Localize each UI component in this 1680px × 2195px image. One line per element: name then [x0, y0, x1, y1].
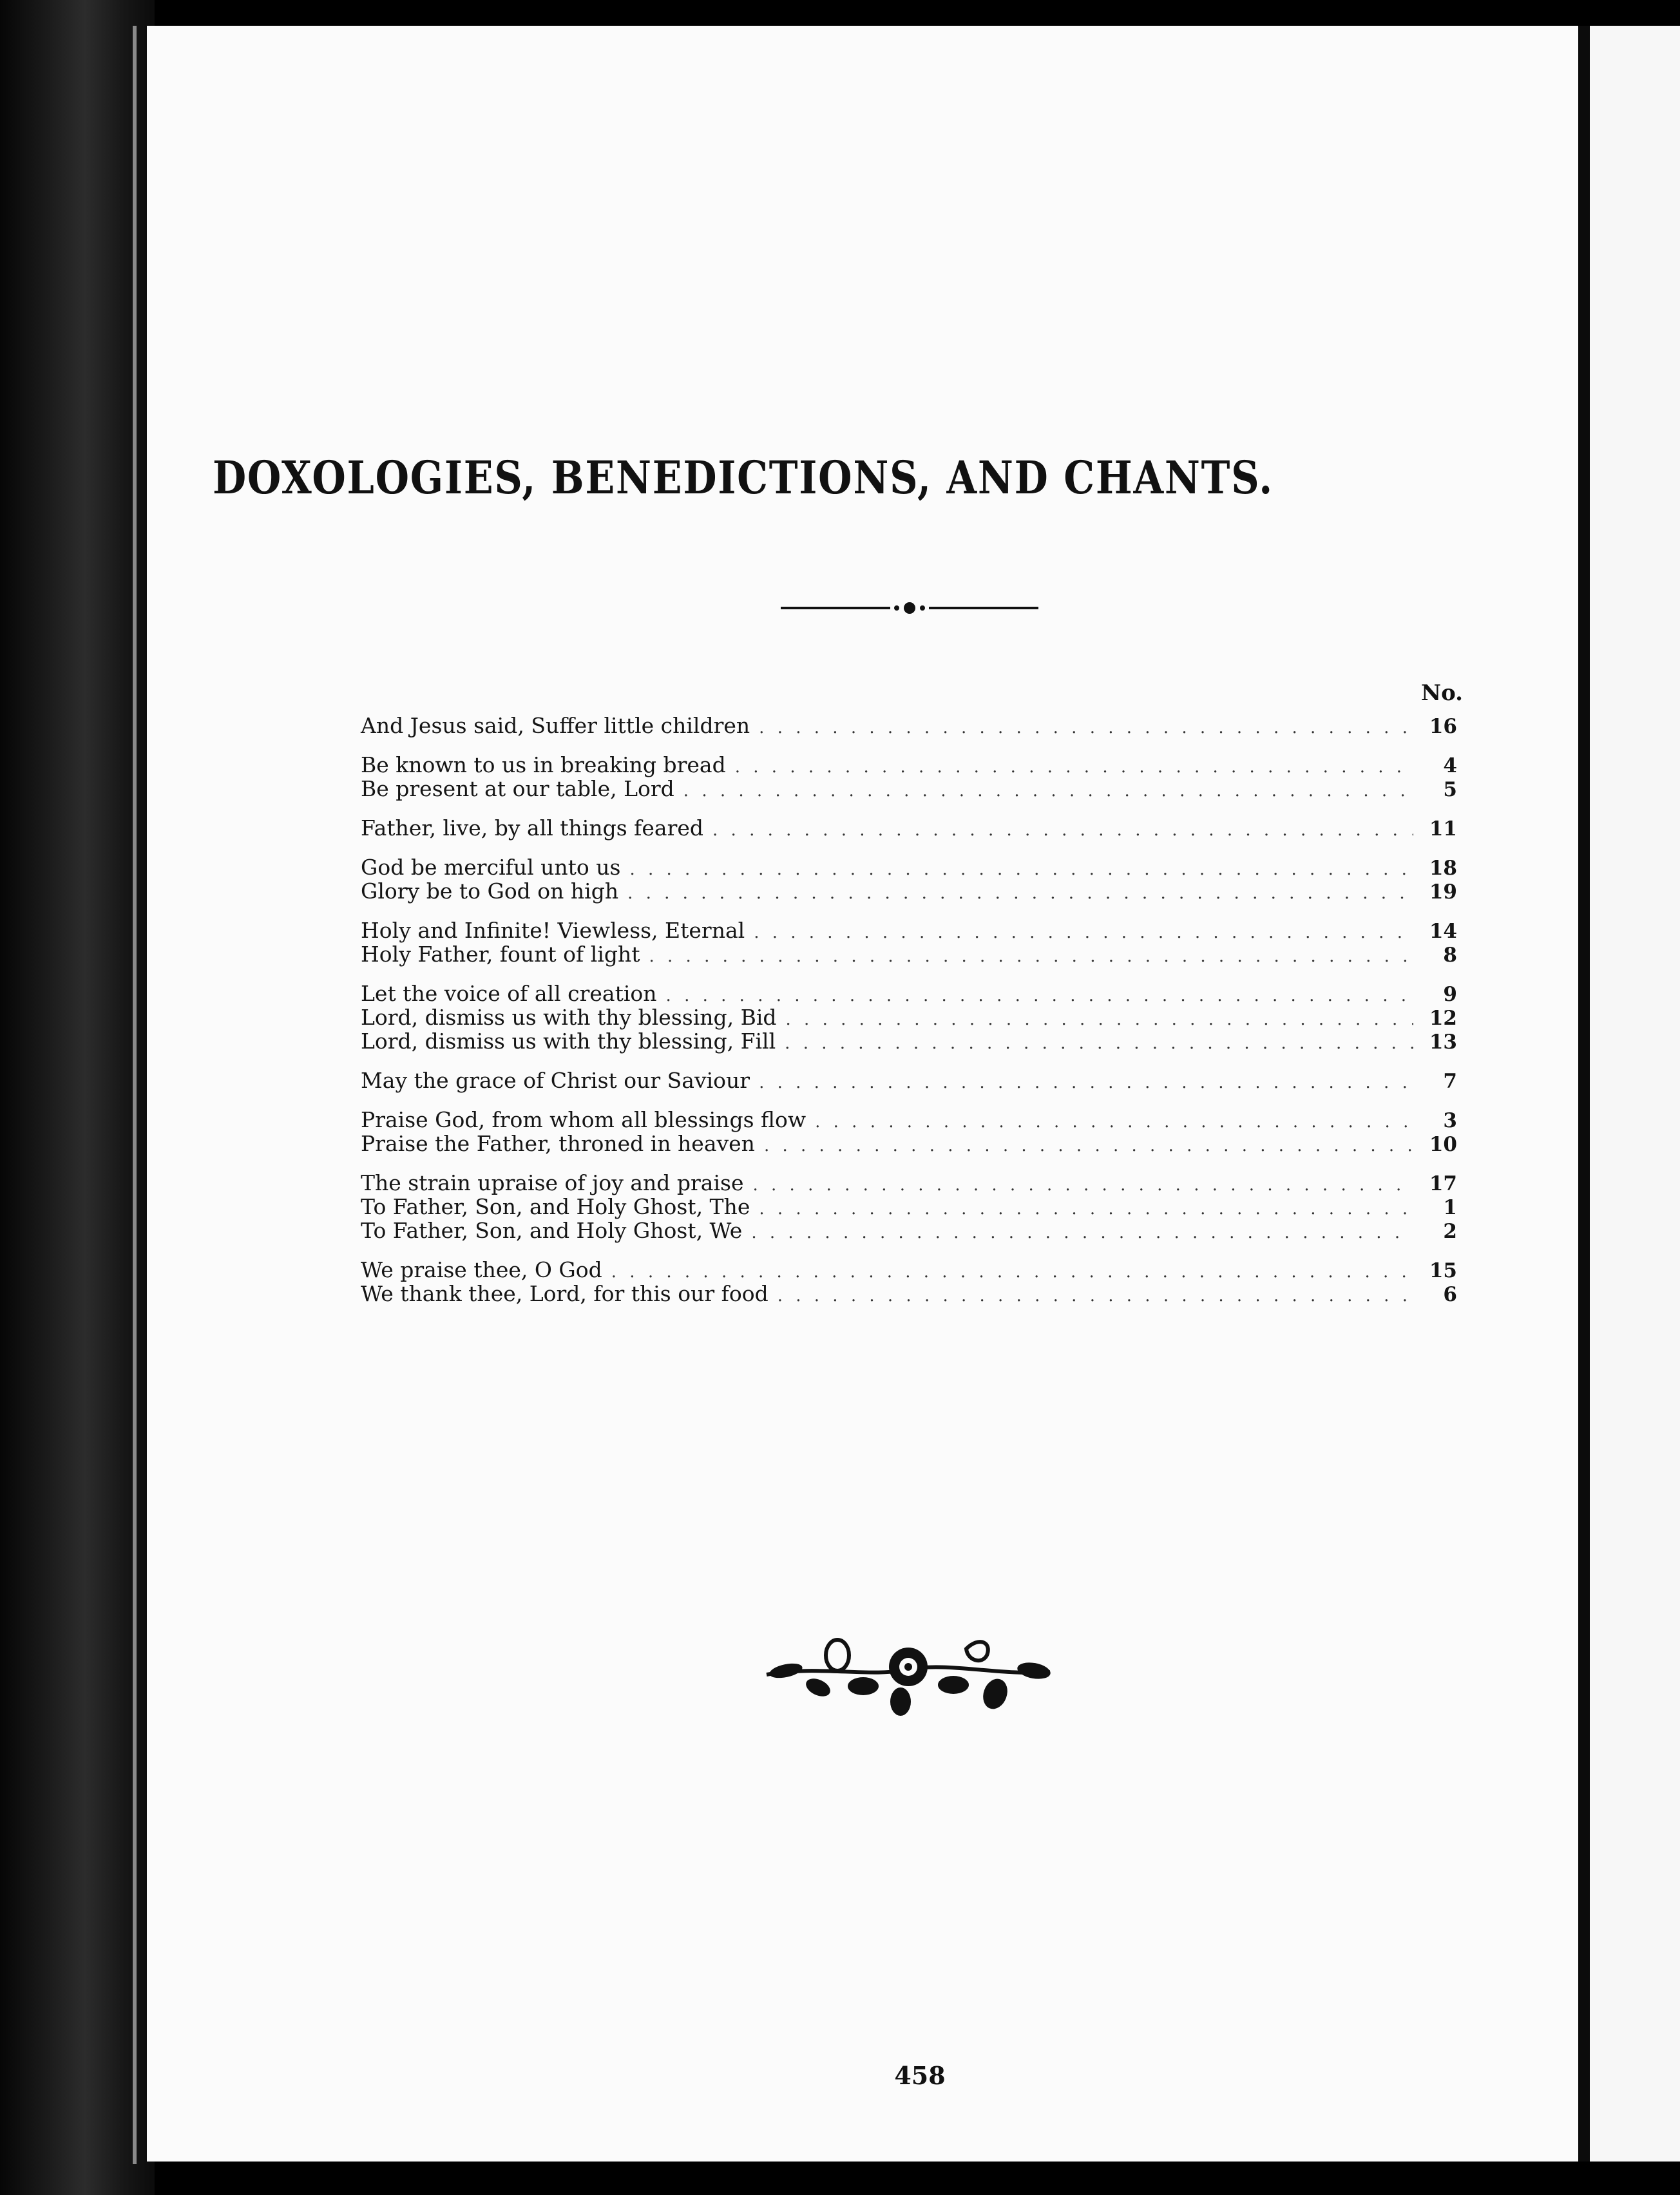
entry-number: 5 [1443, 778, 1457, 801]
index-entry [361, 982, 1457, 1005]
entry-title: Be present at our table, Lord [361, 776, 674, 801]
entry-title: Holy Father, fount of light [361, 942, 640, 967]
dot-leader [629, 858, 1413, 882]
gutter-shadow [1578, 26, 1590, 2162]
dot-leader [759, 1071, 1413, 1095]
entry-number: 11 [1429, 817, 1457, 841]
entry-title: May the grace of Christ our Saviour [361, 1068, 750, 1093]
facing-page-edge [1590, 26, 1680, 2162]
index-group [361, 982, 1457, 1053]
dot-leader [712, 819, 1413, 842]
dot-leader [627, 882, 1413, 906]
index-entry [361, 1258, 1457, 1282]
dot-leader [751, 1221, 1413, 1245]
entry-number: 4 [1443, 754, 1457, 777]
index-group [361, 1171, 1457, 1242]
dot-leader [785, 1032, 1413, 1056]
index-group [361, 1069, 1457, 1092]
entry-title: Praise the Father, throned in heaven [361, 1131, 755, 1156]
dot-leader [759, 716, 1413, 740]
entry-title: To Father, Son, and Holy Ghost, We [361, 1218, 743, 1243]
index-list [361, 714, 1457, 1321]
index-entry [361, 942, 1457, 966]
entry-title: To Father, Son, and Holy Ghost, The [361, 1194, 750, 1219]
dot-leader [815, 1110, 1413, 1134]
index-group [361, 1108, 1457, 1155]
dot-leader [759, 1197, 1413, 1221]
entry-title: God be merciful unto us [361, 855, 621, 880]
entry-title: We praise thee, O God [361, 1257, 602, 1282]
page-number: 458 [894, 2061, 946, 2090]
index-entry [361, 1069, 1457, 1092]
entry-title: Let the voice of all creation [361, 981, 657, 1006]
index-group [361, 714, 1457, 737]
index-entry [361, 855, 1457, 879]
entry-number: 9 [1443, 983, 1457, 1006]
entry-title: The strain upraise of joy and praise [361, 1170, 744, 1195]
index-entry [361, 753, 1457, 777]
dot-leader [778, 1284, 1413, 1308]
entry-number: 3 [1443, 1109, 1457, 1132]
entry-number: 18 [1429, 857, 1457, 880]
index-group [361, 816, 1457, 840]
entry-title: We thank thee, Lord, for this our food [361, 1281, 768, 1306]
index-entry [361, 1005, 1457, 1029]
dot-leader [764, 1134, 1413, 1158]
index-entry [361, 816, 1457, 840]
entry-number: 13 [1429, 1031, 1457, 1054]
index-group [361, 753, 1457, 801]
book-binding [0, 0, 155, 2195]
entry-number: 8 [1443, 944, 1457, 967]
dot-leader [666, 984, 1413, 1008]
binding-edge [133, 26, 137, 2164]
index-group [361, 855, 1457, 903]
entry-number: 10 [1429, 1133, 1457, 1156]
entry-title: Be known to us in breaking bread [361, 752, 726, 777]
index-entry [361, 1108, 1457, 1132]
dot-leader [753, 1174, 1414, 1197]
entry-number: 14 [1429, 920, 1457, 943]
dot-leader [754, 921, 1413, 945]
entry-title: Lord, dismiss us with thy blessing, Fill [361, 1029, 776, 1054]
floral-ornament-icon [760, 1630, 1056, 1720]
entry-number: 12 [1429, 1007, 1457, 1030]
index-entry [361, 777, 1457, 801]
index-entry [361, 1132, 1457, 1155]
entry-title: Praise God, from whom all blessings flow [361, 1107, 807, 1132]
entry-number: 2 [1443, 1220, 1457, 1243]
entry-title: Holy and Infinite! Viewless, Eternal [361, 918, 745, 943]
index-entry [361, 1219, 1457, 1242]
index-group [361, 1258, 1457, 1306]
index-entry [361, 918, 1457, 942]
entry-number: 19 [1429, 880, 1457, 904]
dot-leader [683, 779, 1413, 803]
dot-leader [649, 945, 1414, 969]
entry-title: Glory be to God on high [361, 879, 619, 904]
index-entry [361, 1029, 1457, 1053]
number-column-header: No. [1421, 680, 1463, 706]
page-title: DOXOLOGIES, BENEDICTIONS, AND CHANTS. [213, 451, 1274, 504]
entry-number: 15 [1429, 1259, 1457, 1282]
entry-title: Lord, dismiss us with thy blessing, Bid [361, 1005, 777, 1030]
entry-number: 17 [1429, 1172, 1457, 1195]
entry-title: Father, live, by all things feared [361, 815, 704, 841]
index-entry [361, 1195, 1457, 1219]
index-group [361, 918, 1457, 966]
entry-number: 16 [1429, 715, 1457, 738]
index-entry [361, 1171, 1457, 1195]
index-entry [361, 1282, 1457, 1306]
ornamental-rule-icon [781, 600, 1038, 616]
index-entry [361, 879, 1457, 903]
entry-number: 6 [1443, 1283, 1457, 1306]
entry-number: 1 [1443, 1196, 1457, 1219]
dot-leader [786, 1008, 1413, 1032]
entry-number: 7 [1443, 1070, 1457, 1093]
entry-title: And Jesus said, Suffer little children [361, 713, 750, 738]
dot-leader [735, 755, 1413, 779]
index-entry [361, 714, 1457, 737]
